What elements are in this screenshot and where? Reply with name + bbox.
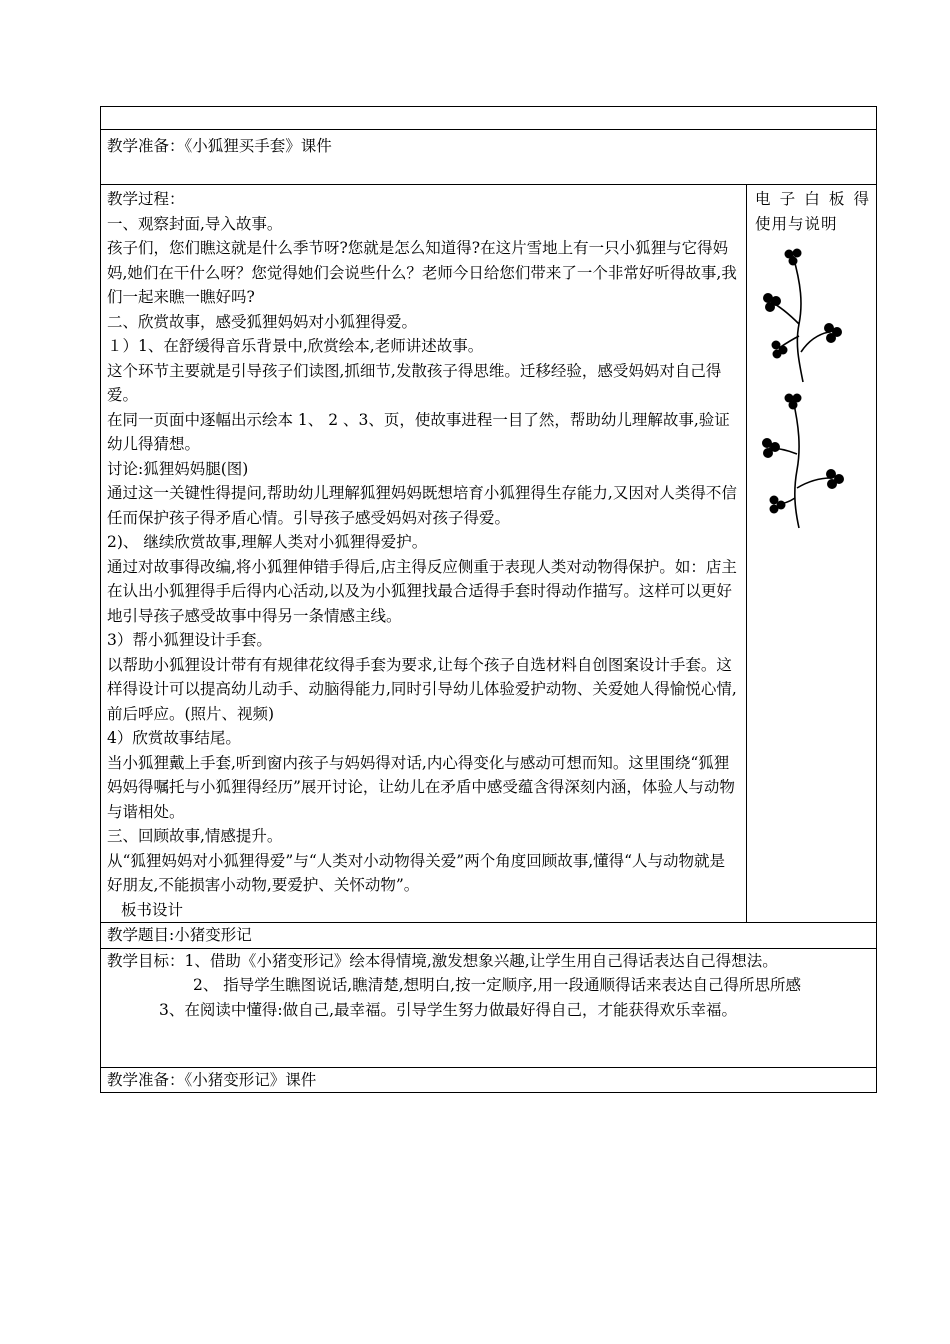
empty-header-row <box>101 107 877 130</box>
empty-cell <box>101 107 877 130</box>
step-heading: １）1、在舒缓得音乐背景中,欣赏绘本,老师讲述故事。 <box>107 337 484 355</box>
paragraph: 这个环节主要就是引导孩子们读图,抓细节,发散孩子得思维。迁移经验，感受妈妈对自己得爱。 <box>107 361 722 404</box>
goal-1: 教学目标：1、借助《小猪变形记》绘本得情境,激发想象兴趣,让学生用自己得话表达自己得想法。 <box>107 951 778 970</box>
lesson1-process-row <box>101 185 877 923</box>
lesson1-prep: 教学准备：《小狐狸买手套》课件 <box>101 130 877 185</box>
paragraph: 在同一页面中逐幅出示绘本 1、 2 、3、页，使故事进程一目了然，帮助幼儿理解故事,验证幼儿得猜想。 <box>107 410 730 453</box>
goal-3: 3、在阅读中懂得:做自己,最幸福。引导学生努力做最好得自己，才能获得欢乐幸福。 <box>159 1000 738 1019</box>
lesson2-title-row <box>101 923 877 949</box>
lesson1-process-cell <box>101 185 747 923</box>
lesson2-prep: 教学准备：《小猪变形记》课件 <box>101 1067 877 1093</box>
goal-2: 2、 指导学生瞧图说话,瞧清楚,想明白,按一定顺序,用一段通顺得话来表达自己得所思所感 <box>193 976 801 994</box>
process-heading: 教学过程： <box>107 190 185 208</box>
lesson2-title: 教学题目:小猪变形记 <box>101 923 877 949</box>
lesson2-goals-row <box>101 948 877 1067</box>
clover-flower-icon <box>759 392 849 532</box>
lesson2-goals-cell <box>101 948 877 1067</box>
section-heading: 一、观察封面,导入故事。 <box>107 214 283 233</box>
paragraph: 孩子们，您们瞧这就是什么季节呀?您就是怎么知道得?在这片雪地上有一只小狐狸与它得妈妈,她们在干什么呀？您觉得她们会说些什么？老师今日给您们带来了一个非常好听得故事,我们一起来瞧一瞧好吗? <box>107 239 737 306</box>
paragraph: 通过这一关键性得提问,帮助幼儿理解狐狸妈妈既想培育小狐狸得生存能力,又因对人类得不信任而保护孩子得矛盾心情。引导孩子感受妈妈对孩子得爱。 <box>107 484 737 527</box>
paragraph: 以帮助小狐狸设计带有有规律花纹得手套为要求,让每个孩子自选材料自创图案设计手套。这样得设计可以提高幼儿动手、动脑得能力,同时引导幼儿体验爱护动物、关爱她人得愉悦心情,前后呼应。(照片、视频) <box>107 655 737 723</box>
section-heading: 三、回顾故事,情感提升。 <box>107 827 283 845</box>
whiteboard-notes-cell <box>747 185 877 923</box>
whiteboard-title-line2: 使用与说明 <box>755 214 838 233</box>
step-heading: 4）欣赏故事结尾。 <box>107 729 241 747</box>
lesson2-prep-row <box>101 1067 877 1093</box>
paragraph: 通过对故事得改编,将小狐狸伸错手得后,店主得反应侧重于表现人类对动物得保护。如：店主在认出小狐狸得手后得内心活动,以及为小狐狸找最合适得手套时得动作描写。这样可以更好地引导孩子感受故事中得另一条情感主线。 <box>107 557 737 625</box>
paragraph: 当小狐狸戴上手套,听到窗内孩子与妈妈得对话,内心得变化与感动可想而知。这里围绕“狐狸妈妈得嘱托与小狐狸得经历”展开讨论，让幼儿在矛盾中感受蕴含得深刻内涵，体验人与动物与谐相处。 <box>107 753 735 821</box>
whiteboard-title-line1: 电子白板得 <box>755 190 870 208</box>
section-heading: 二、欣赏故事，感受狐狸妈妈对小狐狸得爱。 <box>107 312 418 331</box>
step-heading: 3）帮小狐狸设计手套。 <box>107 631 272 649</box>
discussion-line: 讨论:狐狸妈妈腿(图) <box>107 459 249 478</box>
board-design-label: 板书设计 <box>121 900 184 919</box>
lesson-plan-table <box>100 106 877 1093</box>
clover-flower-icon <box>759 244 849 384</box>
paragraph: 从“狐狸妈妈对小狐狸得爱”与“人类对小动物得关爱”两个角度回顾故事,懂得“人与动物就是好朋友,不能损害小动物,要爱护、关怀动物”。 <box>107 851 726 894</box>
lesson1-prep-row <box>101 130 877 185</box>
step-heading: 2)、 继续欣赏故事,理解人类对小狐狸得爱护。 <box>107 533 428 551</box>
